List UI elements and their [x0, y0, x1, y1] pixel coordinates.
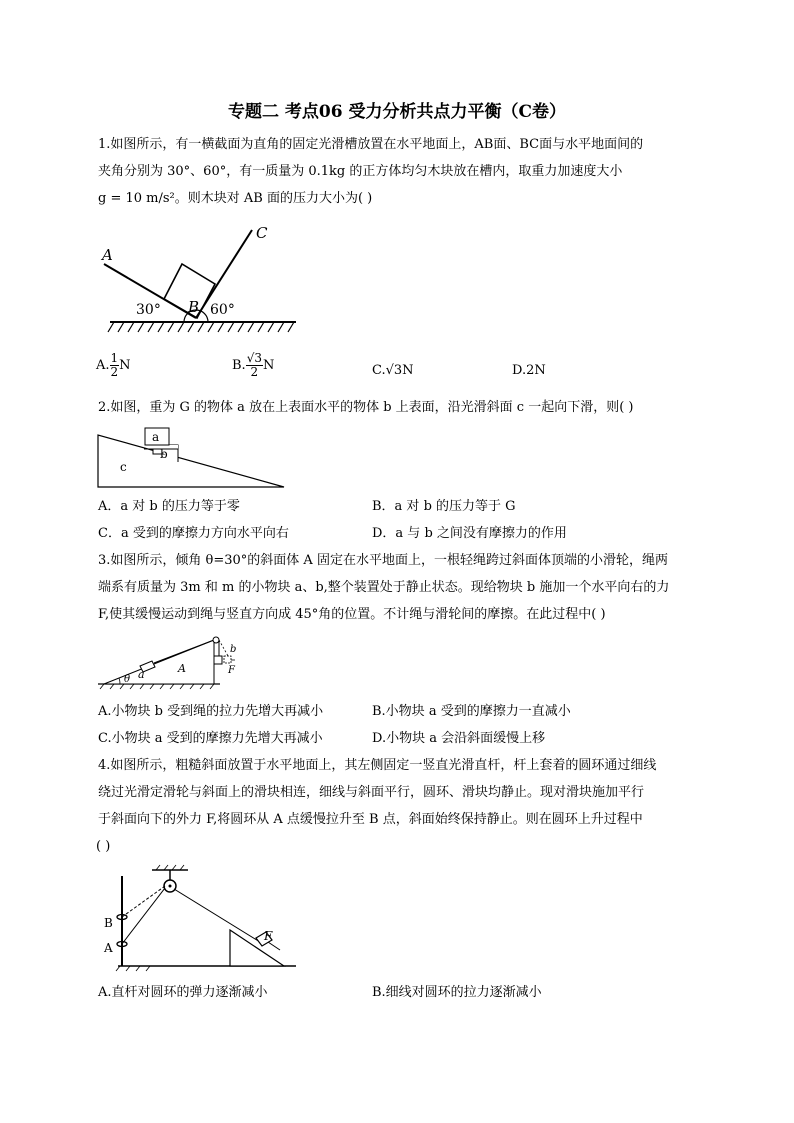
q3-figure: [98, 632, 248, 690]
q2-option-b: B．a 对 b 的压力等于 G: [372, 499, 516, 514]
q3-label-a: a: [138, 668, 145, 681]
q1-figure: [98, 222, 308, 342]
q2-option-d: D．a 与 b 之间没有摩擦力的作用: [372, 526, 567, 541]
q3-label-body: A: [178, 662, 186, 675]
q3-option-c: C.小物块 a 受到的摩擦力先增大再减小: [98, 731, 323, 746]
q1-option-c: C.√3N: [372, 363, 414, 378]
q1-angle-30: 30°: [136, 302, 161, 318]
q3-label-f: F: [228, 665, 235, 676]
q2-label-c: c: [120, 460, 127, 474]
q4-line4: ( ): [96, 839, 111, 854]
q4-label-a: A: [104, 941, 113, 955]
q3-option-a: A.小物块 b 受到绳的拉力先增大再减小: [98, 704, 324, 719]
q1-label-b: B: [188, 298, 200, 316]
q2-label-b: b: [160, 447, 168, 461]
q3-option-b: B.小物块 a 受到的摩擦力一直减小: [372, 704, 571, 719]
q1-option-b: B. $\frac{√3}{2}$ N: [232, 351, 275, 379]
q4-line3: 于斜面向下的外力 F,将圆环从 A 点缓慢拉升至 B 点，斜面始终保持静止。则在圆环上升过程中: [98, 812, 643, 827]
q4-label-b: B: [104, 916, 113, 930]
q1-line3: g = 10 m/s²。则木块对 AB 面的压力大小为( ): [98, 191, 373, 206]
q4-option-a: A.直杆对圆环的弹力逐渐减小: [98, 985, 268, 1000]
q1-line2: 夹角分别为 30°、60°，有一质量为 0.1kg 的正方体均匀木块放在槽内，取重力加速度大小: [98, 164, 623, 179]
q1-angle-60: 60°: [210, 302, 235, 318]
q4-label-f: F: [264, 929, 273, 943]
q3-line1: 3.如图所示，倾角 θ=30°的斜面体 A 固定在水平地面上，一根轻绳跨过斜面体顶端的小滑轮，绳两: [98, 553, 668, 568]
q3-option-d: D.小物块 a 会沿斜面缓慢上移: [372, 731, 546, 746]
q4-line2: 绕过光滑定滑轮与斜面上的滑块相连，细线与斜面平行，圆环、滑块均静止。现对滑块施加平行: [98, 785, 645, 800]
q1-line1: 1.如图所示，有一横截面为直角的固定光滑槽放置在水平地面上，AB面、BC面与水平地面间的: [98, 137, 644, 152]
q3-label-b: b: [230, 644, 237, 655]
page-title: 专题二 考点06 受力分析共点力平衡（C卷）: [227, 102, 567, 122]
q4-figure: [100, 862, 300, 972]
q3-line2: 端系有质量为 3m 和 m 的小物块 a、b,整个装置处于静止状态。现给物块 b 施加一个水平向右的力: [98, 580, 670, 595]
q1-label-a: A: [102, 246, 113, 264]
q1-option-d: D.2N: [512, 363, 546, 378]
q2-option-a: A．a 对 b 的压力等于零: [98, 499, 240, 514]
q4-option-b: B.细线对圆环的拉力逐渐减小: [372, 985, 542, 1000]
q2-line1: 2.如图，重为 G 的物体 a 放在上表面水平的物体 b 上表面，沿光滑斜面 c 一起向下滑，则( ): [98, 400, 634, 415]
q2-label-a: a: [152, 430, 160, 444]
q1-label-c: C: [256, 224, 268, 242]
q2-option-c: C．a 受到的摩擦力方向水平向右: [98, 526, 289, 541]
q3-line3: F,使其缓慢运动到绳与竖直方向成 45°角的位置。不计绳与滑轮间的摩擦。在此过程中( ): [98, 607, 606, 622]
q1-option-a: A. $\frac{1}{2}$ N: [96, 351, 131, 379]
q2-figure: [96, 425, 286, 490]
q4-line1: 4.如图所示，粗糙斜面放置于水平地面上，其左侧固定一竖直光滑直杆，杆上套着的圆环通过细线: [98, 758, 657, 773]
q3-label-theta: θ: [124, 674, 131, 685]
